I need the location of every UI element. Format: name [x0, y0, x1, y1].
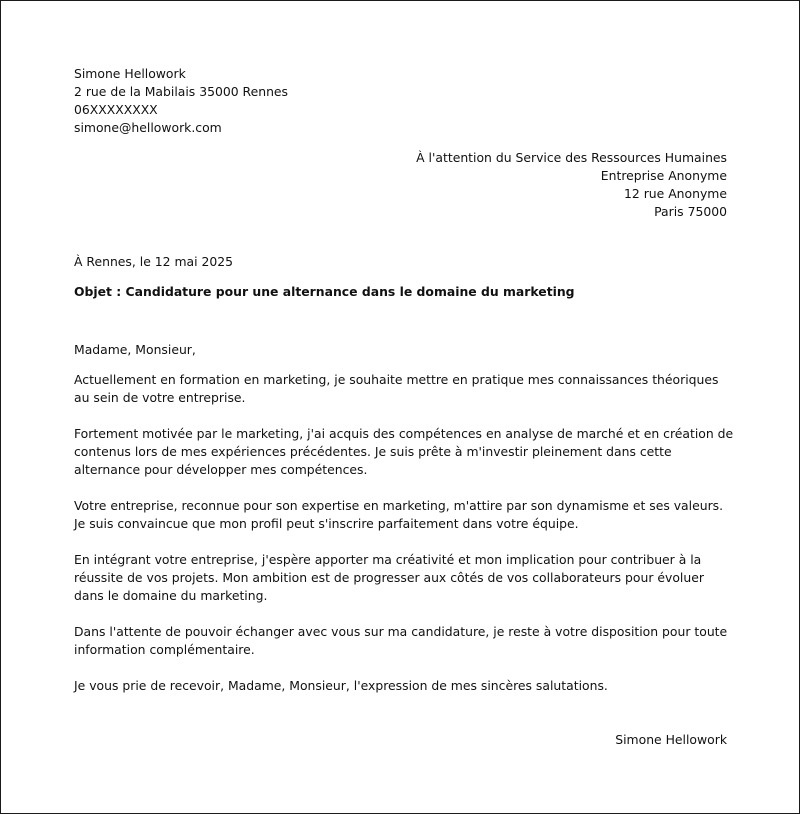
date-line: À Rennes, le 12 mai 2025	[74, 254, 234, 269]
body-paragraph: Votre entreprise, reconnue pour son expertise en marketing, m'attire par son dynamisme et ses valeurs. Je suis convaincue que mon profil peut s'inscrire parfaitement dans votre équipe.	[74, 498, 724, 531]
body-paragraph: Dans l'attente de pouvoir échanger avec vous sur ma candidature, je reste à votre disposition pour toute information complémentaire.	[74, 624, 728, 657]
signature: Simone Hellowork	[615, 732, 727, 747]
body-paragraph: En intégrant votre entreprise, j'espère apporter ma créativité et mon implication pour contribuer à la réussite de vos projets. Mon ambition est de progresser aux côtés de vos collaborateurs pour évoluer dans le domaine du marketing.	[74, 552, 704, 603]
body-paragraph: Fortement motivée par le marketing, j'ai acquis des compétences en analyse de marché et en création de contenus lors de mes expériences précédentes. Je suis prête à m'investir pleinement dans cette alternance pour développer mes compétences.	[74, 426, 734, 477]
recipient-street: 12 rue Anonyme	[623, 186, 727, 201]
closing-paragraph: Je vous prie de recevoir, Madame, Monsieur, l'expression de mes sincères salutations.	[74, 678, 608, 693]
recipient-company: Entreprise Anonyme	[600, 168, 727, 183]
recipient-attention: À l'attention du Service des Ressources Humaines	[416, 150, 727, 165]
sender-name: Simone Hellowork	[74, 66, 186, 81]
sender-phone: 06XXXXXXXX	[74, 102, 158, 117]
salutation: Madame, Monsieur,	[74, 342, 196, 357]
recipient-block	[227, 149, 727, 221]
letter-body	[74, 371, 734, 713]
recipient-city: Paris 75000	[654, 204, 727, 219]
sender-address: 2 rue de la Mabilais 35000 Rennes	[74, 84, 289, 99]
sender-email: simone@hellowork.com	[74, 120, 222, 135]
body-paragraph: Actuellement en formation en marketing, je souhaite mettre en pratique mes connaissances théoriques au sein de votre entreprise.	[74, 372, 719, 405]
sender-block	[74, 65, 474, 137]
subject-line: Objet : Candidature pour une alternance dans le domaine du marketing	[74, 284, 575, 299]
